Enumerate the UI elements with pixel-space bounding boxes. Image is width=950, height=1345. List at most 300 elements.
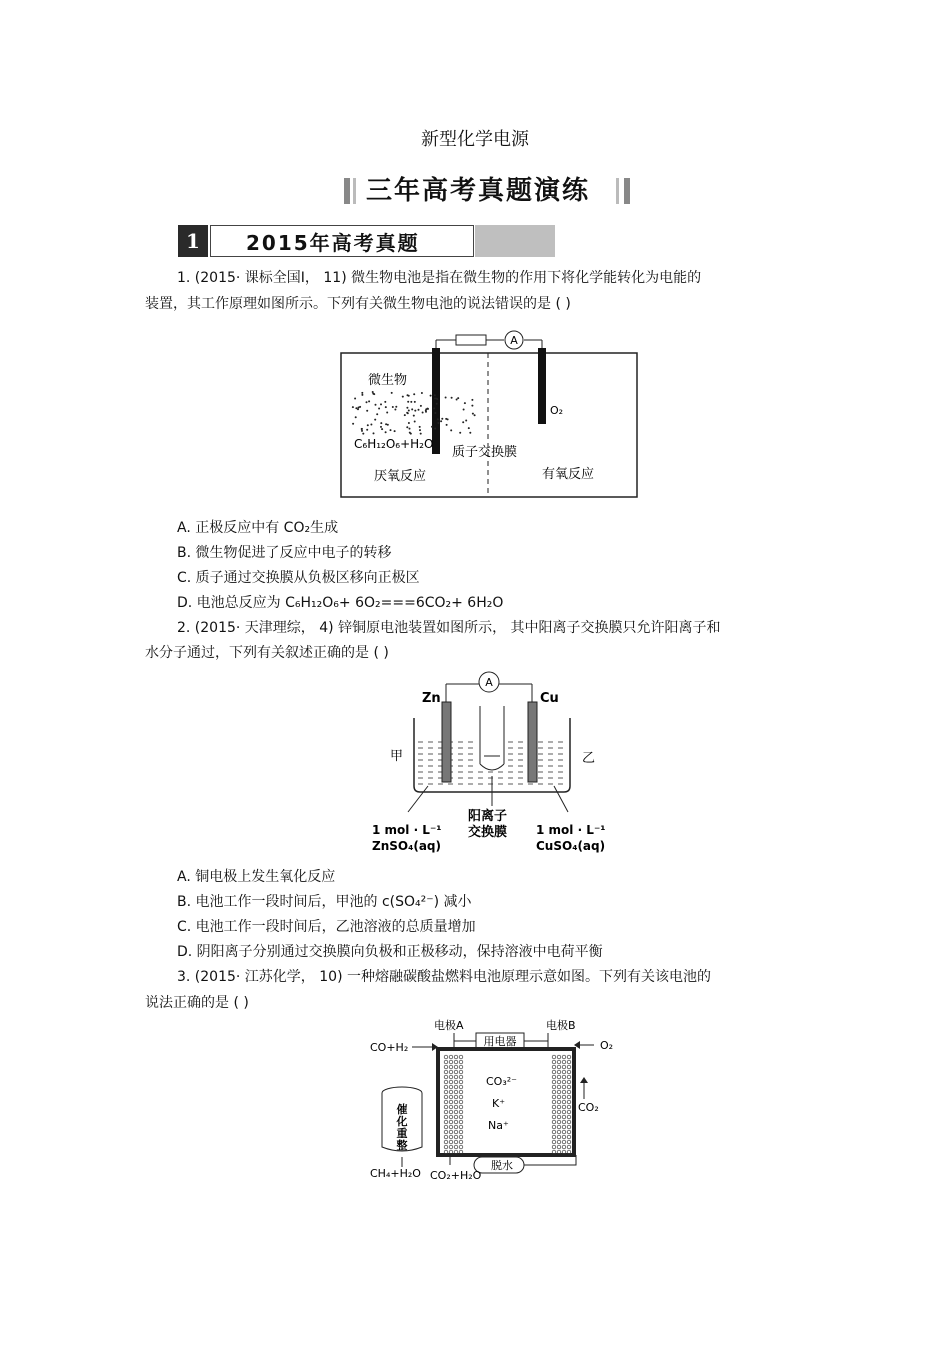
q3-electrode-pore (552, 1085, 556, 1089)
q3-label-na: Na⁺ (488, 1119, 509, 1132)
q1-microbe-dot (459, 432, 461, 434)
q2-pointer-left (408, 786, 428, 812)
q3-electrode-pore (562, 1090, 566, 1094)
q1-microbe-dot (436, 398, 438, 400)
q1-microbe-dot (404, 414, 406, 416)
q1-resistor (456, 335, 486, 345)
q3-electrode-pore (562, 1070, 566, 1074)
q3-electrode-pore (454, 1060, 458, 1064)
q3-electrode-pore (567, 1075, 571, 1079)
q3-electrode-pore (557, 1060, 561, 1064)
section-number: 1 (178, 225, 208, 257)
q1-microbe-dot (420, 405, 422, 407)
q3-electrode-pore (454, 1080, 458, 1084)
q1-microbe-dot (410, 401, 412, 403)
q3-figure-carbonate-fuel-cell (366, 1015, 622, 1185)
q1-microbe-dot (352, 423, 354, 425)
q1-microbe-dot (440, 420, 442, 422)
q3-reformer-char-3: 重 (396, 1127, 408, 1140)
q3-electrode-pore (454, 1100, 458, 1104)
q3-electrode-pore (552, 1135, 556, 1139)
section-label: 2015年高考真题 (246, 231, 420, 255)
q1-microbe-dot (420, 433, 422, 435)
q3-electrode-pore (444, 1110, 448, 1114)
q3-electrode-pore (444, 1105, 448, 1109)
q3-electrode-pore (552, 1060, 556, 1064)
q1-microbe-dot (451, 397, 453, 399)
q1-microbe-dot (450, 429, 452, 431)
q3-electrode-pore (562, 1140, 566, 1144)
q3-electrode-pore (444, 1115, 448, 1119)
q3-electrode-pore (552, 1055, 556, 1059)
q3-label-electrode-b: 电极B (546, 1019, 576, 1032)
q3-electrode-pore (459, 1105, 463, 1109)
q1-microbe-dot (376, 413, 378, 415)
q3-label-feed: CH₄+H₂O (370, 1167, 421, 1180)
q3-electrode-pore (449, 1080, 453, 1084)
section-grey-tab (475, 225, 555, 257)
q3-electrode-pore (444, 1140, 448, 1144)
q1-microbe-dot (462, 421, 464, 423)
q1-microbe-dot (385, 431, 387, 433)
q1-microbe-dot (361, 428, 363, 430)
q1-microbe-dot (413, 415, 415, 417)
q1-microbe-dot (434, 412, 436, 414)
q1-electrode-right (538, 348, 546, 424)
q1-microbe-dot (406, 407, 408, 409)
q3-electrode-pore (552, 1105, 556, 1109)
q3-electrode-pore (552, 1095, 556, 1099)
q1-microbe-dot (380, 422, 382, 424)
q1-microbe-dot (366, 410, 368, 412)
q1-option-d: D. 电池总反应为 C₆H₁₂O₆+ 6O₂===6CO₂+ 6H₂O (177, 595, 504, 611)
q1-microbe-dot (366, 429, 368, 431)
q3-electrode-pore (567, 1085, 571, 1089)
q3-electrode-pore (562, 1075, 566, 1079)
q1-microbe-dot (394, 430, 396, 432)
q1-microbe-dot (421, 392, 423, 394)
q3-label-o2: O₂ (600, 1039, 614, 1052)
q3-stem-line1: 3. (2015· 江苏化学， 10) 一种熔融碳酸盐燃料电池原理示意如图。下列有关该电池的 (177, 969, 711, 985)
q1-microbe-dots (352, 391, 476, 435)
q3-electrode-pore (449, 1060, 453, 1064)
q1-microbe-dot (354, 398, 356, 400)
q1-microbe-dot (471, 405, 473, 407)
q3-electrode-pore (567, 1110, 571, 1114)
q3-electrode-pore (562, 1145, 566, 1149)
q1-microbe-dot (361, 430, 363, 432)
q3-electrode-pore (459, 1145, 463, 1149)
q1-label-glucose: C₆H₁₂O₆+H₂O (354, 437, 434, 451)
q3-electrode-pore (454, 1145, 458, 1149)
q3-label-exhaust: CO₂+H₂O (430, 1169, 482, 1182)
q3-electrode-pore (557, 1100, 561, 1104)
q3-electrode-pore (567, 1065, 571, 1069)
q3-electrode-pore (444, 1070, 448, 1074)
q1-stem-line1: 1. (2015· 课标全国Ⅰ， 11) 微生物电池是指在微生物的作用下将化学能转化为电能的 (177, 270, 702, 286)
q2-option-c: C. 电池工作一段时间后，乙池溶液的总质量增加 (177, 919, 476, 935)
q3-electrode-pore (459, 1090, 463, 1094)
q1-microbe-dot (414, 401, 416, 403)
q3-electrode-pore (459, 1080, 463, 1084)
q3-electrode-pore (449, 1110, 453, 1114)
q3-electrode-pore (459, 1060, 463, 1064)
q3-electrode-pore (552, 1140, 556, 1144)
q3-electrode-pore (557, 1090, 561, 1094)
q2-ammeter-label: A (485, 676, 493, 689)
q1-microbe-dot (464, 402, 466, 404)
q3-electrode-pore (449, 1090, 453, 1094)
q3-electrode-pore (562, 1095, 566, 1099)
q1-microbe-dot (387, 424, 389, 426)
q1-microbe-dot (474, 414, 476, 416)
q2-option-a: A. 铜电极上发生氧化反应 (177, 869, 336, 885)
banner-bar-left (344, 178, 350, 204)
q3-electrode-pore (454, 1070, 458, 1074)
q1-microbe-dot (472, 413, 474, 415)
q1-label-anaerobic: 厌氧反应 (374, 469, 427, 484)
q3-electrode-pore (459, 1085, 463, 1089)
q3-electrode-pore (459, 1065, 463, 1069)
q3-electrode-pore (567, 1060, 571, 1064)
q3-electrode-pore (557, 1055, 561, 1059)
q3-electrode-pore (444, 1135, 448, 1139)
q3-electrode-pore (567, 1080, 571, 1084)
q1-microbe-dot (463, 409, 465, 411)
q3-label-input-left: CO+H₂ (370, 1041, 409, 1054)
q2-label-membrane-1: 阳离子 (468, 809, 508, 824)
q3-reformer-char-1: 催 (396, 1103, 408, 1116)
q3-porous-electrodes (444, 1055, 571, 1154)
q3-electrode-pore (459, 1055, 463, 1059)
q1-microbe-dot (380, 403, 382, 405)
q2-label-left-cell: 甲 (390, 749, 404, 764)
q3-electrode-pore (552, 1080, 556, 1084)
q3-electrode-pore (459, 1070, 463, 1074)
q1-microbe-dot (406, 426, 408, 428)
q3-electrode-pore (562, 1105, 566, 1109)
q2-solution-hatch (418, 742, 563, 784)
q3-electrode-pore (454, 1110, 458, 1114)
q1-microbe-dot (431, 426, 433, 428)
q3-electrode-pore (562, 1130, 566, 1134)
q1-microbe-dot (372, 391, 374, 393)
page-title: 新型化学电源 (421, 129, 529, 150)
q1-label-membrane: 质子交换膜 (452, 445, 518, 460)
q3-electrode-pore (454, 1090, 458, 1094)
q3-electrode-pore (449, 1095, 453, 1099)
q3-electrode-pore (449, 1105, 453, 1109)
q2-zinc-electrode (442, 702, 451, 782)
q3-label-carbonate: CO₃²⁻ (486, 1075, 517, 1088)
q1-microbe-dot (414, 421, 416, 423)
q1-microbe-dot (419, 426, 421, 428)
q3-electrode-pore (449, 1135, 453, 1139)
q1-microbe-dot (384, 401, 386, 403)
q1-microbe-dot (469, 432, 471, 434)
q3-electrode-pore (449, 1130, 453, 1134)
q1-microbe-dot (385, 423, 387, 425)
q2-label-left-conc: 1 mol · L⁻¹ (372, 823, 442, 837)
q3-electrode-pore (552, 1100, 556, 1104)
q3-electrode-pore (562, 1120, 566, 1124)
q1-microbe-dot (352, 406, 354, 408)
q1-microbe-dot (456, 399, 458, 401)
q3-electrode-pore (444, 1060, 448, 1064)
q3-electrode-pore (557, 1145, 561, 1149)
q1-microbe-dot (358, 407, 360, 409)
q1-microbe-dot (366, 401, 368, 403)
q1-microbe-dot (437, 422, 439, 424)
q3-electrode-pore (552, 1070, 556, 1074)
q2-option-d: D. 阴阳离子分别通过交换膜向负极和正极移动，保持溶液中电荷平衡 (177, 944, 603, 960)
q1-microbe-dot (380, 426, 382, 428)
q3-electrode-pore (454, 1125, 458, 1129)
q3-electrode-pore (449, 1125, 453, 1129)
banner-bar-right (624, 178, 630, 204)
q3-label-electrode-a: 电极A (434, 1019, 464, 1032)
q3-electrode-pore (459, 1130, 463, 1134)
q3-electrode-pore (557, 1135, 561, 1139)
q3-electrode-pore (454, 1105, 458, 1109)
q3-stem-line2: 说法正确的是 ( ) (145, 995, 249, 1011)
q3-electrode-pore (567, 1120, 571, 1124)
q1-option-a: A. 正极反应中有 CO₂生成 (177, 520, 339, 536)
q1-microbe-dot (427, 408, 429, 410)
q3-electrode-pore (454, 1140, 458, 1144)
q3-electrode-pore (454, 1085, 458, 1089)
q1-microbe-dot (407, 394, 409, 396)
q1-microbe-dot (408, 422, 410, 424)
q3-electrode-pore (567, 1130, 571, 1134)
q1-microbe-dot (370, 424, 372, 426)
q3-electrode-pore (562, 1080, 566, 1084)
q1-microbe-dot (392, 406, 394, 408)
q3-electrode-pore (557, 1070, 561, 1074)
q3-electrode-pore (567, 1145, 571, 1149)
q3-electrode-pore (567, 1140, 571, 1144)
q3-electrode-pore (557, 1140, 561, 1144)
q3-electrode-pore (444, 1120, 448, 1124)
banner-bar-left-thin (353, 178, 356, 204)
q1-microbe-dot (368, 400, 370, 402)
q3-electrode-pore (454, 1055, 458, 1059)
q1-microbe-dot (446, 424, 448, 426)
q1-microbe-dot (367, 424, 369, 426)
q3-electrode-pore (562, 1125, 566, 1129)
q3-electrode-pore (454, 1120, 458, 1124)
q1-microbe-dot (413, 393, 415, 395)
q3-electrode-pore (567, 1100, 571, 1104)
q2-option-b: B. 电池工作一段时间后，甲池的 c(SO₄²⁻) 减小 (177, 894, 472, 910)
q3-electrode-pore (444, 1085, 448, 1089)
q1-microbe-dot (390, 429, 392, 431)
q2-label-zn: Zn (422, 691, 441, 706)
q3-electrode-pore (449, 1140, 453, 1144)
q3-electrode-pore (459, 1115, 463, 1119)
q3-electrode-pore (552, 1110, 556, 1114)
q3-electrode-pore (454, 1075, 458, 1079)
q2-stem-line2: 水分子通过，下列有关叙述正确的是 ( ) (145, 645, 389, 661)
q3-electrode-pore (449, 1085, 453, 1089)
q3-electrode-pore (552, 1065, 556, 1069)
q3-electrode-pore (444, 1125, 448, 1129)
q1-microbe-dot (375, 404, 377, 406)
q3-label-dehydrate: 脱水 (491, 1159, 513, 1172)
q2-label-membrane-2: 交换膜 (468, 825, 508, 840)
q1-microbe-dot (433, 407, 435, 409)
q1-microbe-dot (430, 395, 432, 397)
q3-electrode-pore (444, 1145, 448, 1149)
q1-microbe-dot (361, 394, 363, 396)
q1-label-oxygen: O₂ (550, 404, 564, 417)
q3-electrode-pore (567, 1105, 571, 1109)
q3-electrode-pore (444, 1095, 448, 1099)
q1-microbe-dot (408, 410, 410, 412)
q3-electrode-pore (557, 1115, 561, 1119)
section-banner (338, 174, 638, 210)
q3-electrode-pore (444, 1130, 448, 1134)
q1-microbe-dot (414, 410, 416, 412)
q1-microbe-dot (418, 409, 420, 411)
q1-microbe-dot (434, 394, 436, 396)
q1-microbe-dot (361, 392, 363, 394)
q3-electrode-pore (454, 1135, 458, 1139)
q3-electrode-pore (459, 1100, 463, 1104)
q1-stem-line2: 装置，其工作原理如图所示。下列有关微生物电池的说法错误的是 ( ) (145, 296, 571, 312)
q3-label-k: K⁺ (492, 1097, 506, 1110)
q3-arrowhead-co2 (580, 1077, 588, 1083)
q2-stem-line1: 2. (2015· 天津理综， 4) 锌铜原电池装置如图所示， 其中阳离子交换膜只允许阳离子和 (177, 620, 721, 636)
q1-label-microbe: 微生物 (368, 373, 408, 388)
q3-electrode-pore (444, 1080, 448, 1084)
q3-reformer-char-4: 整 (396, 1139, 408, 1152)
q2-pointer-right (554, 786, 568, 812)
q3-electrode-pore (557, 1080, 561, 1084)
q2-label-left-solution: ZnSO₄(aq) (372, 839, 441, 853)
q1-microbe-dot (362, 433, 364, 435)
q2-label-right-conc: 1 mol · L⁻¹ (536, 823, 606, 837)
q1-microbe-dot (434, 428, 436, 430)
q3-electrode-pore (552, 1090, 556, 1094)
q3-electrode-pore (454, 1095, 458, 1099)
q1-microbe-dot (394, 409, 396, 411)
q3-electrode-pore (567, 1055, 571, 1059)
q1-microbe-dot (395, 406, 397, 408)
q3-electrode-pore (552, 1130, 556, 1134)
q1-microbe-dot (445, 418, 447, 420)
q3-electrode-pore (562, 1085, 566, 1089)
q3-electrode-pore (459, 1140, 463, 1144)
q1-microbe-dot (406, 412, 408, 414)
q3-electrode-pore (449, 1100, 453, 1104)
q1-microbe-dot (441, 418, 443, 420)
q3-electrode-pore (567, 1090, 571, 1094)
q3-electrode-pore (449, 1145, 453, 1149)
q1-microbe-dot (457, 397, 459, 399)
q3-electrode-pore (557, 1085, 561, 1089)
q1-microbe-dot (409, 428, 411, 430)
q3-electrode-pore (459, 1075, 463, 1079)
q1-microbe-dot (436, 403, 438, 405)
q3-electrode-pore (557, 1095, 561, 1099)
q1-microbe-dot (378, 408, 380, 410)
q3-electrode-pore (567, 1070, 571, 1074)
q1-microbe-dot (386, 412, 388, 414)
q3-electrode-pore (557, 1120, 561, 1124)
q2-label-cu: Cu (540, 691, 559, 706)
q1-microbe-dot (355, 407, 357, 409)
q3-electrode-pore (557, 1125, 561, 1129)
q3-electrode-pore (567, 1115, 571, 1119)
q3-electrode-pore (562, 1135, 566, 1139)
q3-label-co2: CO₂ (578, 1101, 599, 1114)
q3-electrode-pore (449, 1055, 453, 1059)
q1-microbe-dot (419, 429, 421, 431)
q1-microbe-dot (410, 433, 412, 435)
q3-electrode-pore (454, 1130, 458, 1134)
q1-microbe-dot (355, 416, 357, 418)
q1-microbe-dot (468, 427, 470, 429)
q3-electrode-pore (449, 1115, 453, 1119)
q3-electrode-pore (444, 1055, 448, 1059)
q3-electrode-pore (444, 1075, 448, 1079)
q1-ammeter-label: A (510, 334, 518, 347)
q1-microbe-dot (402, 396, 404, 398)
q1-microbe-dot (465, 420, 467, 422)
q1-microbe-dot (374, 419, 376, 421)
q1-option-c: C. 质子通过交换膜从负极区移向正极区 (177, 570, 420, 586)
q3-electrode-pore (552, 1125, 556, 1129)
q3-electrode-pore (557, 1075, 561, 1079)
q3-electrode-pore (459, 1125, 463, 1129)
q3-electrode-pore (562, 1110, 566, 1114)
q3-electrode-pore (459, 1135, 463, 1139)
q3-electrode-pore (567, 1125, 571, 1129)
q3-electrode-pore (562, 1065, 566, 1069)
q3-electrode-pore (552, 1075, 556, 1079)
q3-electrode-pore (444, 1090, 448, 1094)
q3-electrode-pore (459, 1110, 463, 1114)
q3-electrode-pore (562, 1100, 566, 1104)
q3-electrode-pore (557, 1065, 561, 1069)
q3-electrode-pore (459, 1120, 463, 1124)
q1-microbe-dot (373, 432, 375, 434)
q3-electrode-pore (449, 1075, 453, 1079)
q1-microbe-dot (407, 401, 409, 403)
q2-membrane-tube (480, 706, 504, 770)
q3-electrode-pore (449, 1070, 453, 1074)
q1-figure-microbial-cell (338, 328, 640, 500)
q1-microbe-dot (445, 397, 447, 399)
q3-electrode-pore (552, 1120, 556, 1124)
q1-microbe-dot (471, 399, 473, 401)
q1-microbe-dot (422, 412, 424, 414)
q3-electrode-pore (562, 1055, 566, 1059)
q1-microbe-dot (381, 428, 383, 430)
q3-electrode-pore (444, 1065, 448, 1069)
q2-copper-electrode (528, 702, 537, 782)
banner-title: 三年高考真题演练 (366, 176, 591, 206)
q3-electrode-pore (562, 1115, 566, 1119)
q1-option-b: B. 微生物促进了反应中电子的转移 (177, 545, 392, 561)
banner-bar-right-thin (616, 178, 619, 204)
q3-electrode-pore (444, 1100, 448, 1104)
q1-microbe-dot (411, 408, 413, 410)
q3-electrode-pore (557, 1105, 561, 1109)
q1-microbe-dot (425, 411, 427, 413)
section-header (178, 225, 558, 259)
